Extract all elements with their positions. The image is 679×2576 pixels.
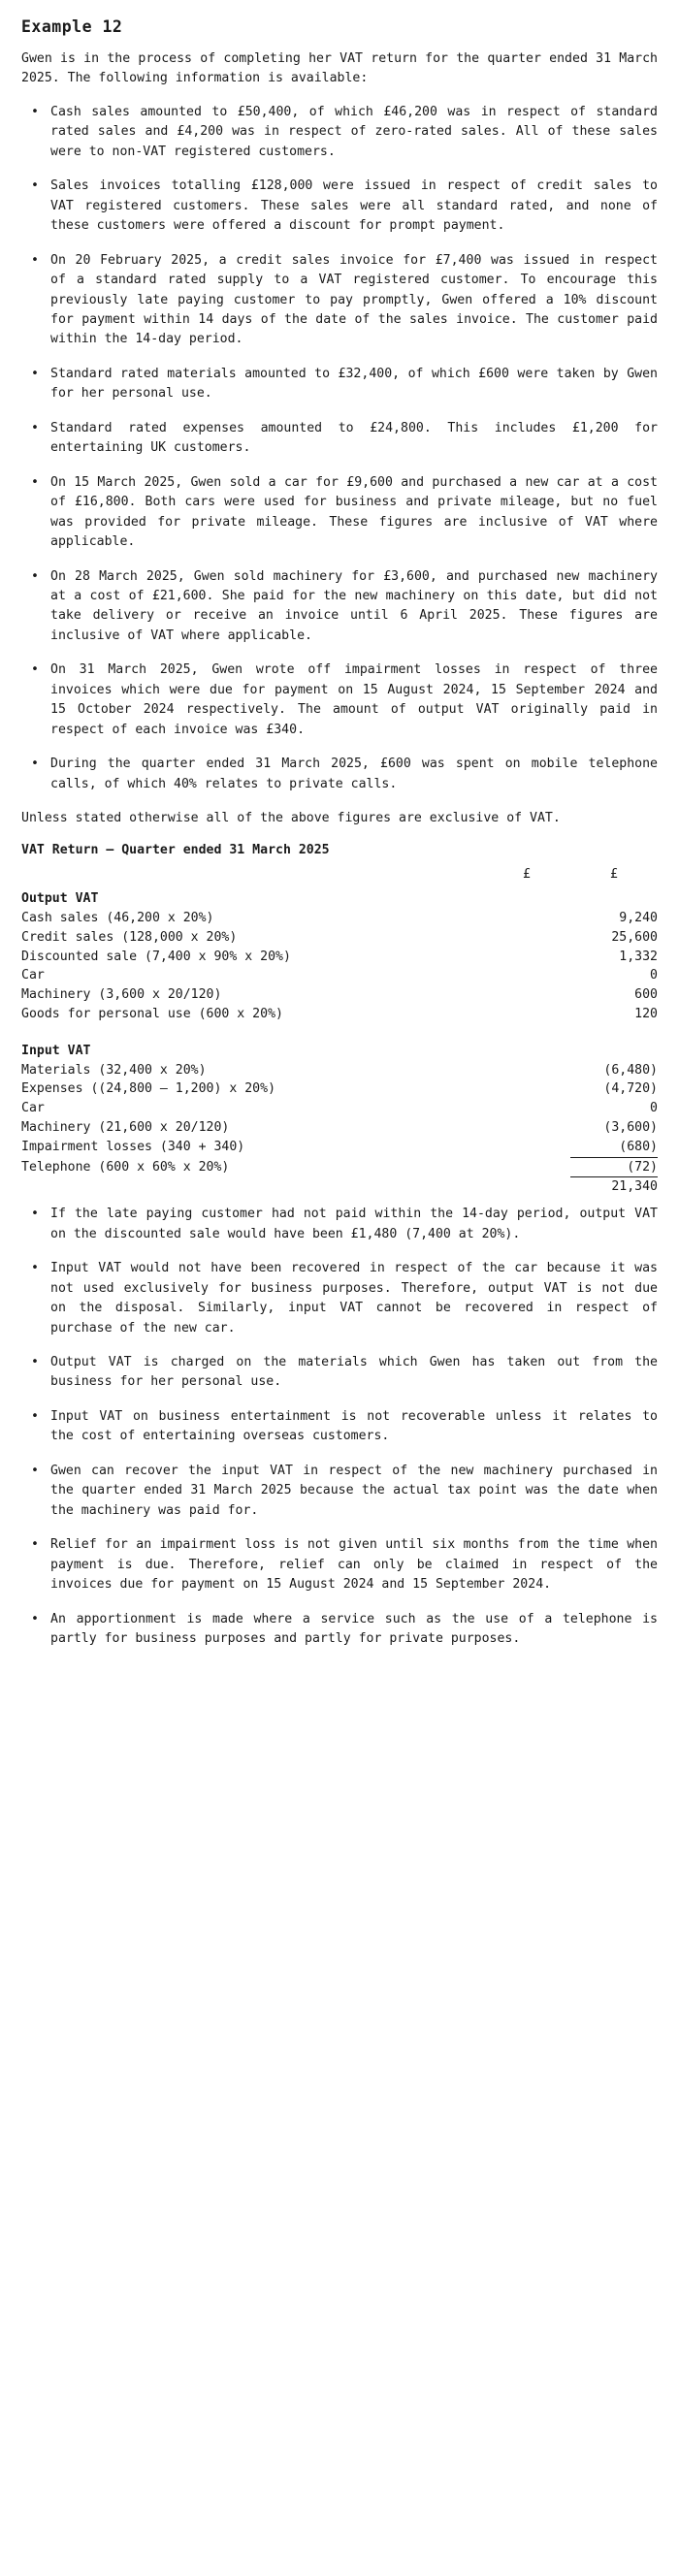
list-item: • On 20 February 2025, a credit sales invoice for £7,400 was issued in respect of a standard rated supply to a VAT registered customer. To encourage this previously late paying customer to pay promptly, Gwen offered a 10% discount for payment within 14 days of the date of the sales invoice. The customer paid within the 14-day period. bbox=[21, 251, 658, 350]
row-desc: Impairment losses (340 + 340) bbox=[21, 1140, 245, 1155]
row-col2: (4,720) bbox=[603, 1081, 658, 1097]
spacer bbox=[21, 1197, 658, 1205]
row-col2: (680) bbox=[619, 1139, 658, 1154]
row-col1 bbox=[483, 985, 570, 1005]
row-col2: (72) bbox=[570, 1157, 658, 1177]
row-col2: 1,332 bbox=[619, 949, 658, 964]
list-item: • Sales invoices totalling £128,000 were issued in respect of credit sales to VAT registered customers. These sales were all standard rated, and none of these customers were offered a discount for prompt payment. bbox=[21, 177, 658, 236]
row-col2: 25,600 bbox=[611, 929, 658, 945]
row-col2: 600 bbox=[634, 987, 658, 1003]
header-desc bbox=[21, 865, 483, 885]
row-col1 bbox=[483, 1138, 570, 1157]
table-row bbox=[21, 985, 658, 1005]
row-col1 bbox=[483, 1099, 570, 1118]
list-item: • Standard rated materials amounted to £32,400, of which £600 were taken by Gwen for her personal use. bbox=[21, 365, 658, 404]
row-desc: Telephone (600 x 60% x 20%) bbox=[21, 1160, 230, 1175]
table-row bbox=[21, 1118, 658, 1138]
intro-paragraph: Gwen is in the process of completing her VAT return for the quarter ended 31 March 2025. The following information is available: bbox=[21, 51, 658, 86]
list-item: • Cash sales amounted to £50,400, of which £46,200 was in respect of standard rated sales and £4,200 was in respect of zero-rated sales. All of these sales were to non-VAT registered customers. bbox=[21, 103, 658, 162]
page-title: Example 12 bbox=[21, 17, 123, 36]
row-desc: Car bbox=[21, 1101, 45, 1116]
list-item: • Relief for an impairment loss is not given until six months from the time when payment is due. Therefore, relief can only be claimed in respect of the invoices due for payment on 15 August 2024 and 15 September 2024. bbox=[21, 1535, 658, 1594]
list-item: • An apportionment is made where a service such as the use of a telephone is partly for business purposes and partly for private purposes. bbox=[21, 1610, 658, 1650]
computation-heading: VAT Return – Quarter ended 31 March 2025 bbox=[21, 842, 330, 857]
row-col1 bbox=[483, 1061, 570, 1080]
group-heading-input-vat bbox=[21, 1036, 658, 1061]
row-desc: Machinery (3,600 x 20/120) bbox=[21, 987, 222, 1003]
row-col1 bbox=[483, 1157, 570, 1177]
row-col2: 0 bbox=[650, 1101, 658, 1116]
total-col1 bbox=[483, 1177, 570, 1197]
row-col2: 0 bbox=[650, 968, 658, 983]
table-spacer bbox=[21, 1024, 658, 1036]
row-col1 bbox=[483, 909, 570, 928]
group-label: Input VAT bbox=[21, 1043, 91, 1058]
row-desc: Materials (32,400 x 20%) bbox=[21, 1062, 207, 1078]
table-row bbox=[21, 966, 658, 985]
group-heading-output-vat bbox=[21, 884, 658, 909]
list-item: • On 31 March 2025, Gwen wrote off impairment losses in respect of three invoices which were due for payment on 15 August 2024, 15 September 2024 and 15 October 2024 respectively. The amount of output VAT originally paid in respect of each invoice was £340. bbox=[21, 660, 658, 740]
row-desc: Discounted sale (7,400 x 90% x 20%) bbox=[21, 949, 291, 964]
header-col1: £ bbox=[523, 866, 531, 882]
vat-return-table bbox=[21, 865, 658, 1198]
facts-list bbox=[21, 103, 658, 794]
total-col2: 21,340 bbox=[570, 1177, 658, 1197]
total-label bbox=[21, 1177, 483, 1197]
header-col2: £ bbox=[610, 866, 618, 882]
list-item: • Standard rated expenses amounted to £24,800. This includes £1,200 for entertaining UK customers. bbox=[21, 419, 658, 459]
table-row bbox=[21, 948, 658, 967]
row-col2: (6,480) bbox=[603, 1062, 658, 1078]
row-col1 bbox=[483, 1118, 570, 1138]
table-row bbox=[21, 1079, 658, 1099]
row-desc: Car bbox=[21, 968, 45, 983]
group-label: Output VAT bbox=[21, 891, 99, 907]
list-item: • During the quarter ended 31 March 2025, £600 was spent on mobile telephone calls, of which 40% relates to private calls. bbox=[21, 755, 658, 794]
list-item: • Input VAT would not have been recovered in respect of the car because it was not used exclusively for business purposes. Therefore, output VAT is not due on the disposal. Similarly, input VAT cannot be recovered in respect of purchase of the new car. bbox=[21, 1259, 658, 1338]
row-desc: Cash sales (46,200 x 20%) bbox=[21, 911, 214, 926]
total-row bbox=[21, 1177, 658, 1197]
table-row bbox=[21, 909, 658, 928]
table-row bbox=[21, 1099, 658, 1118]
list-item: • On 28 March 2025, Gwen sold machinery for £3,600, and purchased new machinery at a cost of £21,600. She paid for the new machinery on this date, but did not take delivery or receive an invoice until 6 April 2025. These figures are inclusive of VAT where applicable. bbox=[21, 567, 658, 647]
exclusive-of-vat-note: Unless stated otherwise all of the above figures are exclusive of VAT. bbox=[21, 811, 561, 826]
row-col1 bbox=[483, 928, 570, 948]
row-col1 bbox=[483, 1005, 570, 1024]
row-desc: Expenses ((24,800 – 1,200) x 20%) bbox=[21, 1081, 276, 1097]
row-col1 bbox=[483, 1079, 570, 1099]
table-row bbox=[21, 1061, 658, 1080]
table-row bbox=[21, 1138, 658, 1157]
row-col2: 9,240 bbox=[619, 911, 658, 926]
table-row bbox=[21, 1157, 658, 1177]
list-item: • On 15 March 2025, Gwen sold a car for £9,600 and purchased a new car at a cost of £16,800. Both cars were used for business and private mileage, but no fuel was provided for private mileage. These figures are inclusive of VAT where applicable. bbox=[21, 473, 658, 553]
row-desc: Credit sales (128,000 x 20%) bbox=[21, 929, 238, 945]
list-item: • Gwen can recover the input VAT in respect of the new machinery purchased in the quarter ended 31 March 2025 because the actual tax point was the date when the machinery was paid for. bbox=[21, 1462, 658, 1521]
explanations-list bbox=[21, 1205, 658, 1649]
row-desc: Goods for personal use (600 x 20%) bbox=[21, 1007, 283, 1022]
list-item: • Input VAT on business entertainment is not recoverable unless it relates to the cost of entertaining overseas customers. bbox=[21, 1407, 658, 1447]
list-item: • If the late paying customer had not paid within the 14-day period, output VAT on the discounted sale would have been £1,480 (7,400 at 20%). bbox=[21, 1205, 658, 1244]
list-item: • Output VAT is charged on the materials which Gwen has taken out from the business for her personal use. bbox=[21, 1353, 658, 1393]
table-row bbox=[21, 1005, 658, 1024]
row-col2: 120 bbox=[634, 1007, 658, 1022]
row-col1 bbox=[483, 948, 570, 967]
table-row bbox=[21, 928, 658, 948]
row-col2: (3,600) bbox=[603, 1120, 658, 1136]
row-col1 bbox=[483, 966, 570, 985]
row-desc: Machinery (21,600 x 20/120) bbox=[21, 1120, 230, 1136]
table-header-row bbox=[21, 865, 658, 885]
